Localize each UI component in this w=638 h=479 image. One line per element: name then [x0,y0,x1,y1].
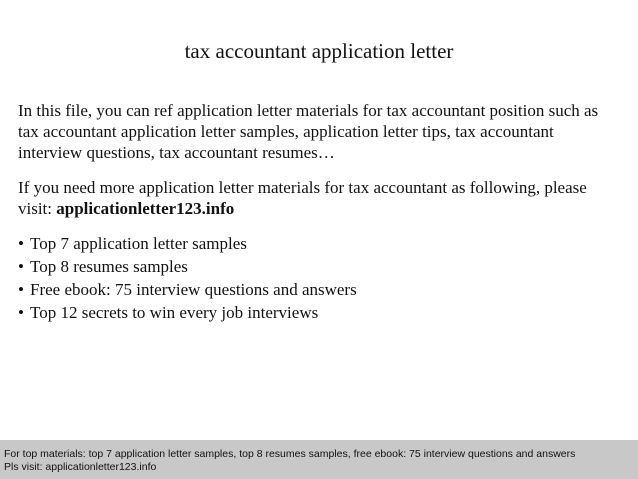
bullet-text: Top 12 secrets to win every job interviews [30,303,319,322]
bullet-text: Top 7 application letter samples [30,234,247,253]
more-info-text: If you need more application letter materials for tax accountant as following, please visit: [18,178,587,218]
bullet-mark: • [18,280,24,299]
footer-line-1: For top materials: top 7 application letter samples, top 8 resumes samples, free ebook: 75 interview questions and answers [4,448,576,460]
list-item [18,279,622,300]
footer-line-2: Pls visit: applicationletter123.info [4,461,157,473]
list-item [18,302,622,323]
list-item [18,233,622,254]
more-info-paragraph [18,177,622,219]
slide-title: tax accountant application letter [184,39,454,63]
bullet-mark: • [18,303,24,322]
bullet-mark: • [18,257,24,276]
bullet-list [18,233,622,323]
slide-content [18,100,622,325]
site-link[interactable]: applicationletter123.info [56,199,235,218]
bullet-text: Top 8 resumes samples [30,257,188,276]
bullet-mark: • [18,234,24,253]
bullet-text: Free ebook: 75 interview questions and answers [30,280,357,299]
intro-paragraph: In this file, you can ref application letter materials for tax accountant position such as tax accountant application letter samples, application letter tips, tax accountant interview questions, tax accountant resumes… [18,101,599,162]
footer-bar [0,440,638,479]
list-item [18,256,622,277]
